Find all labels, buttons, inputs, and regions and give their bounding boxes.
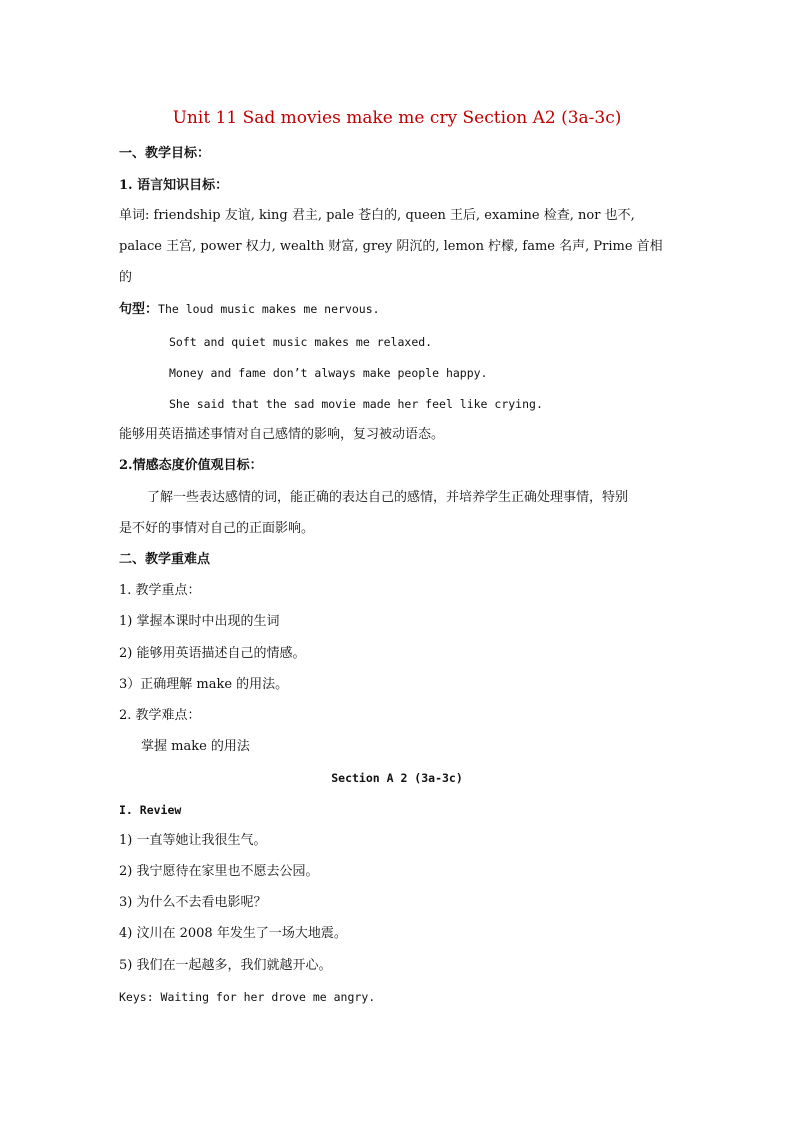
section-a2-title: Section A 2 (3a-3c) <box>331 771 463 785</box>
pattern-sentence: Money and fame don’t always make people happy. <box>169 366 488 380</box>
review-item: 4) 汶川在 2008 年发生了一场大地震。 <box>119 926 347 941</box>
review-keys: Keys: Waiting for her drove me angry. <box>119 990 376 1004</box>
subheading-language-objectives: 1. 语言知识目标： <box>119 178 229 193</box>
vocab-line-2: palace 王宫, power 权力, wealth 财富, grey 阴沉的, lemon 柠檬, fame 名声, Prime 首相 <box>119 239 663 254</box>
emotion-paragraph-line-2: 是不好的事情对自己的正面影响。 <box>119 521 315 536</box>
difficult-points-title: 2. 教学难点： <box>119 708 201 723</box>
ability-statement: 能够用英语描述事情对自己感情的影响，复习被动语态。 <box>119 427 445 442</box>
review-item: 2) 我宁愿待在家里也不愿去公园。 <box>119 864 319 879</box>
difficult-point-item: 掌握 make 的用法 <box>141 739 250 754</box>
review-item: 5) 我们在一起越多，我们就越开心。 <box>119 958 332 973</box>
pattern-label: 句型： <box>119 302 159 317</box>
key-point-item: 3）正确理解 make 的用法。 <box>119 677 289 692</box>
vocab-line-1: 单词: friendship 友谊, king 君主, pale 苍白的, queen 王后, examine 检查, nor 也不, <box>119 208 635 223</box>
key-point-item: 1) 掌握本课时中出现的生词 <box>119 614 280 629</box>
review-item: 1) 一直等她让我很生气。 <box>119 833 267 848</box>
review-item: 3) 为什么不去看电影呢？ <box>119 895 267 910</box>
key-points-title: 1. 教学重点： <box>119 583 201 598</box>
subheading-emotion-objectives: 2.情感态度价值观目标： <box>119 458 263 473</box>
pattern-sentence: The loud music makes me nervous. <box>158 302 380 316</box>
emotion-paragraph-line-1: 了解一些表达感情的词，能正确的表达自己的感情，并培养学生正确处理事情，特别 <box>147 490 629 505</box>
pattern-row-1 <box>119 300 380 319</box>
section-heading-objectives: 一、教学目标： <box>119 146 211 161</box>
pattern-sentence: Soft and quiet music makes me relaxed. <box>169 335 433 349</box>
vocab-line-3: 的 <box>119 270 133 285</box>
section-heading-key-points: 二、教学重难点 <box>119 552 211 567</box>
pattern-sentence: She said that the sad movie made her feel like crying. <box>169 397 543 411</box>
key-point-item: 2) 能够用英语描述自己的情感。 <box>119 646 306 661</box>
document-title: Unit 11 Sad movies make me cry Section A2 (3a-3c) <box>172 108 622 128</box>
review-heading: I. Review <box>119 803 182 817</box>
